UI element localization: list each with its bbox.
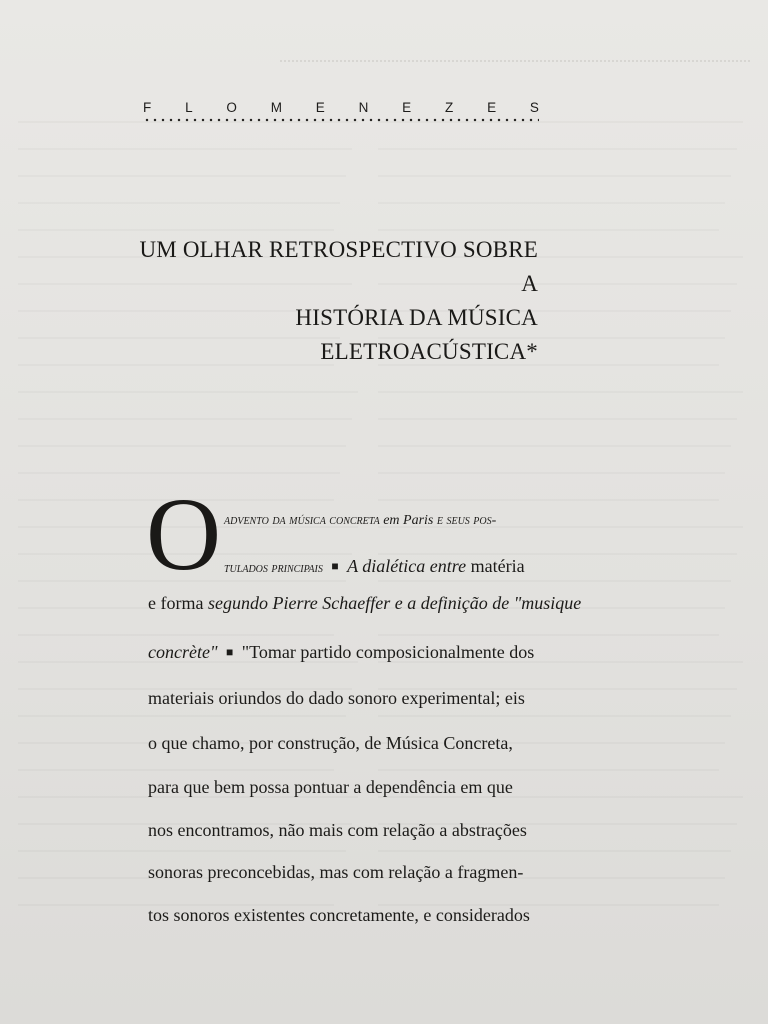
- bleed-through-line: [378, 393, 737, 420]
- dotted-rule: [143, 117, 539, 123]
- author-letter: O: [226, 100, 237, 115]
- bleed-through-line: [378, 474, 719, 501]
- body-line: o que chamo, por construção, de Música Concreta,: [148, 733, 513, 753]
- bleed-through-line: [18, 663, 352, 690]
- bleed-through-line: [18, 177, 340, 204]
- bleed-through-line: [378, 123, 737, 150]
- bleed-through-line: [378, 879, 719, 906]
- author-letter: N: [358, 100, 369, 115]
- body-line: nos encontramos, não mais com relação a abstrações: [148, 820, 527, 840]
- author-name: [143, 100, 539, 115]
- author-letter: S: [529, 100, 539, 115]
- body-line: para que bem possa pontuar a dependência em que: [148, 777, 513, 797]
- author-letter: E: [487, 100, 497, 115]
- bleed-through-line: [378, 150, 731, 177]
- section-heading-line: advento da música concreta em Paris e seus pos-: [224, 513, 497, 528]
- author-letter: Z: [445, 100, 454, 115]
- bleed-through-line: [378, 204, 719, 231]
- body-line: concrète" ■ "Tomar partido composicionalmente dos: [148, 642, 535, 662]
- body-line: materiais oriundos do dado sonoro experimental; eis: [148, 688, 525, 708]
- title-line: HISTÓRIA DA MÚSICA: [295, 305, 538, 330]
- bleed-through-line: [18, 420, 346, 447]
- author-letter: E: [402, 100, 412, 115]
- author-letter: E: [315, 100, 325, 115]
- bleed-through-line: [378, 420, 731, 447]
- author-letter: F: [143, 100, 152, 115]
- bleed-through-line: [378, 447, 725, 474]
- title-line: ELETROACÚSTICA*: [320, 339, 538, 364]
- bleed-through-line: [18, 204, 334, 231]
- author-letter: L: [185, 100, 193, 115]
- article-title: [138, 233, 538, 369]
- bleed-through-line: [18, 879, 334, 906]
- author-line: [143, 100, 539, 123]
- square-bullet-icon: ■: [331, 559, 339, 573]
- bleed-through-line: [18, 150, 346, 177]
- bleed-through-line: [18, 366, 358, 393]
- bleed-through-line: [18, 447, 340, 474]
- bleed-through-line: [378, 366, 743, 393]
- section-subhead-line: e forma segundo Pierre Schaeffer e a definição de "musique: [148, 593, 582, 613]
- bleed-through-line: [378, 528, 737, 555]
- bleed-through-line: [18, 123, 352, 150]
- title-line: UM OLHAR RETROSPECTIVO SOBRE A: [139, 237, 538, 296]
- body-line: sonoras preconcebidas, mas com relação a fragmen-: [148, 862, 524, 882]
- section-heading-line: tulados principais ■ A dialética entre matéria: [224, 556, 525, 576]
- drop-cap: O: [146, 477, 222, 592]
- bleed-through-header: [280, 50, 750, 62]
- author-letter: M: [270, 100, 282, 115]
- bleed-through-line: [378, 177, 725, 204]
- bleed-through-line: [378, 663, 737, 690]
- body-line: tos sonoros existentes concretamente, e considerados: [148, 905, 530, 925]
- square-bullet-icon: ■: [226, 645, 234, 659]
- bleed-through-line: [18, 393, 352, 420]
